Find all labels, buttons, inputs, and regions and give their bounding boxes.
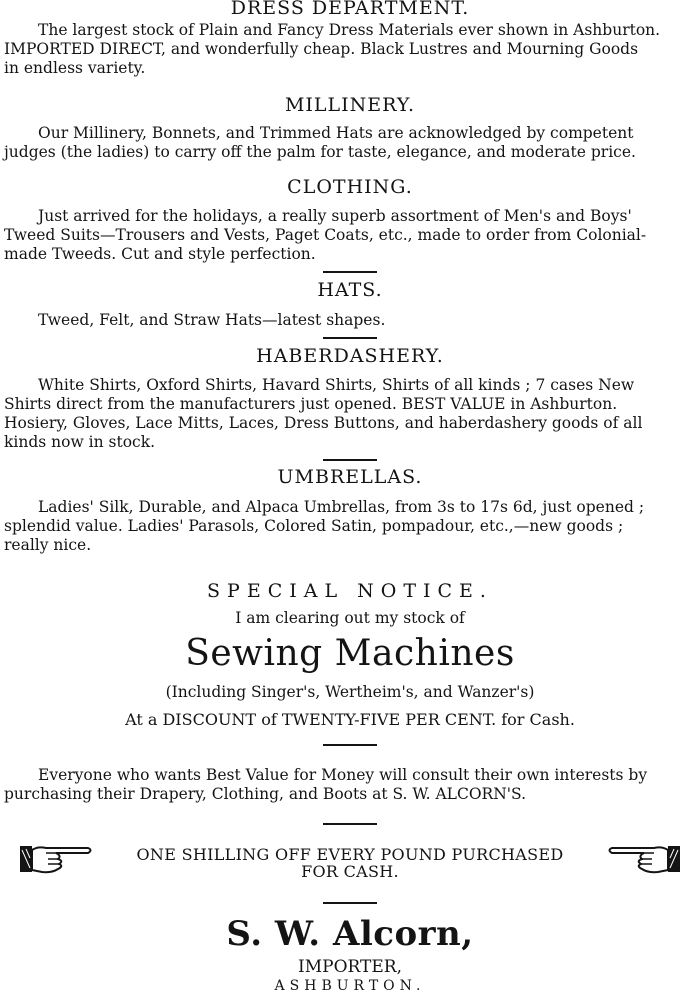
- value-line-1: Everyone who wants Best Value for Money will consult their own interests by: [38, 766, 648, 784]
- clothing-heading: CLOTHING.: [287, 176, 413, 198]
- section-rule: [323, 823, 377, 825]
- sewing-machines-headline: Sewing Machines: [185, 633, 515, 674]
- millinery-line-2: judges (the ladies) to carry off the palm for taste, elegance, and moderate price.: [4, 143, 636, 161]
- umbrellas-line-3: really nice.: [4, 536, 92, 554]
- umbrellas-paragraph: [4, 498, 698, 555]
- value-line-2: purchasing their Drapery, Clothing, and Boots at S. W. ALCORN'S.: [4, 785, 527, 803]
- clothing-line-3: made Tweeds. Cut and style perfection.: [4, 245, 316, 263]
- offer-line-1: ONE SHILLING OFF EVERY POUND PURCHASED: [136, 845, 564, 864]
- haberdashery-line-3: Hosiery, Gloves, Lace Mitts, Laces, Dress Buttons, and haberdashery goods of all: [4, 414, 643, 432]
- haberdashery-heading: HABERDASHERY.: [256, 345, 444, 367]
- section-rule: [323, 337, 377, 339]
- section-rule: [323, 271, 377, 273]
- haberdashery-line-2: Shirts direct from the manufacturers just opened. BEST VALUE in Ashburton.: [4, 395, 618, 413]
- clothing-paragraph: [4, 207, 698, 264]
- dress-heading: DRESS DEPARTMENT.: [230, 0, 470, 19]
- millinery-paragraph: [4, 124, 698, 162]
- clothing-line-2: Tweed Suits—Trousers and Vests, Paget Coats, etc., made to order from Colonial-: [4, 226, 647, 244]
- merchant-name: S. W. Alcorn,: [226, 914, 474, 954]
- umbrellas-line-1: Ladies' Silk, Durable, and Alpaca Umbrellas, from 3s to 17s 6d, just opened ;: [38, 498, 645, 516]
- clothing-line-1: Just arrived for the holidays, a really superb assortment of Men's and Boys': [38, 207, 632, 225]
- dress-paragraph: [4, 21, 698, 78]
- dress-line-2: IMPORTED DIRECT, and wonderfully cheap. Black Lustres and Mourning Goods: [4, 40, 639, 58]
- dress-line-3: in endless variety.: [4, 59, 146, 77]
- value-paragraph: [4, 766, 698, 804]
- hats-paragraph: [4, 311, 698, 330]
- haberdashery-line-1: White Shirts, Oxford Shirts, Havard Shirts, Shirts of all kinds ; 7 cases New: [38, 376, 635, 394]
- merchant-role: IMPORTER,: [298, 957, 402, 977]
- umbrellas-line-2: splendid value. Ladies' Parasols, Colored Satin, pompadour, etc.,—new goods ;: [4, 517, 624, 535]
- section-rule: [323, 902, 377, 904]
- haberdashery-paragraph: [4, 376, 698, 452]
- merchant-place: ASHBURTON.: [274, 978, 426, 994]
- hats-line-1: Tweed, Felt, and Straw Hats—latest shapes.: [38, 311, 386, 329]
- clearing-stock-line: I am clearing out my stock of: [235, 609, 465, 627]
- section-rule: [323, 744, 377, 746]
- umbrellas-heading: UMBRELLAS.: [277, 466, 423, 488]
- millinery-line-1: Our Millinery, Bonnets, and Trimmed Hats are acknowledged by competent: [38, 124, 634, 142]
- dress-line-1: The largest stock of Plain and Fancy Dress Materials ever shown in Ashburton.: [38, 21, 661, 39]
- special-notice-heading: SPECIAL NOTICE.: [207, 580, 493, 602]
- millinery-heading: MILLINERY.: [284, 94, 416, 116]
- machine-brands-line: (Including Singer's, Wertheim's, and Wanzer's): [165, 683, 535, 701]
- haberdashery-line-4: kinds now in stock.: [4, 433, 156, 451]
- discount-line: At a DISCOUNT of TWENTY-FIVE PER CENT. for Cash.: [125, 710, 575, 729]
- offer-line-2: FOR CASH.: [301, 862, 399, 881]
- pointing-hand-left-icon: [606, 838, 682, 878]
- hats-heading: HATS.: [317, 279, 383, 301]
- section-rule: [323, 459, 377, 461]
